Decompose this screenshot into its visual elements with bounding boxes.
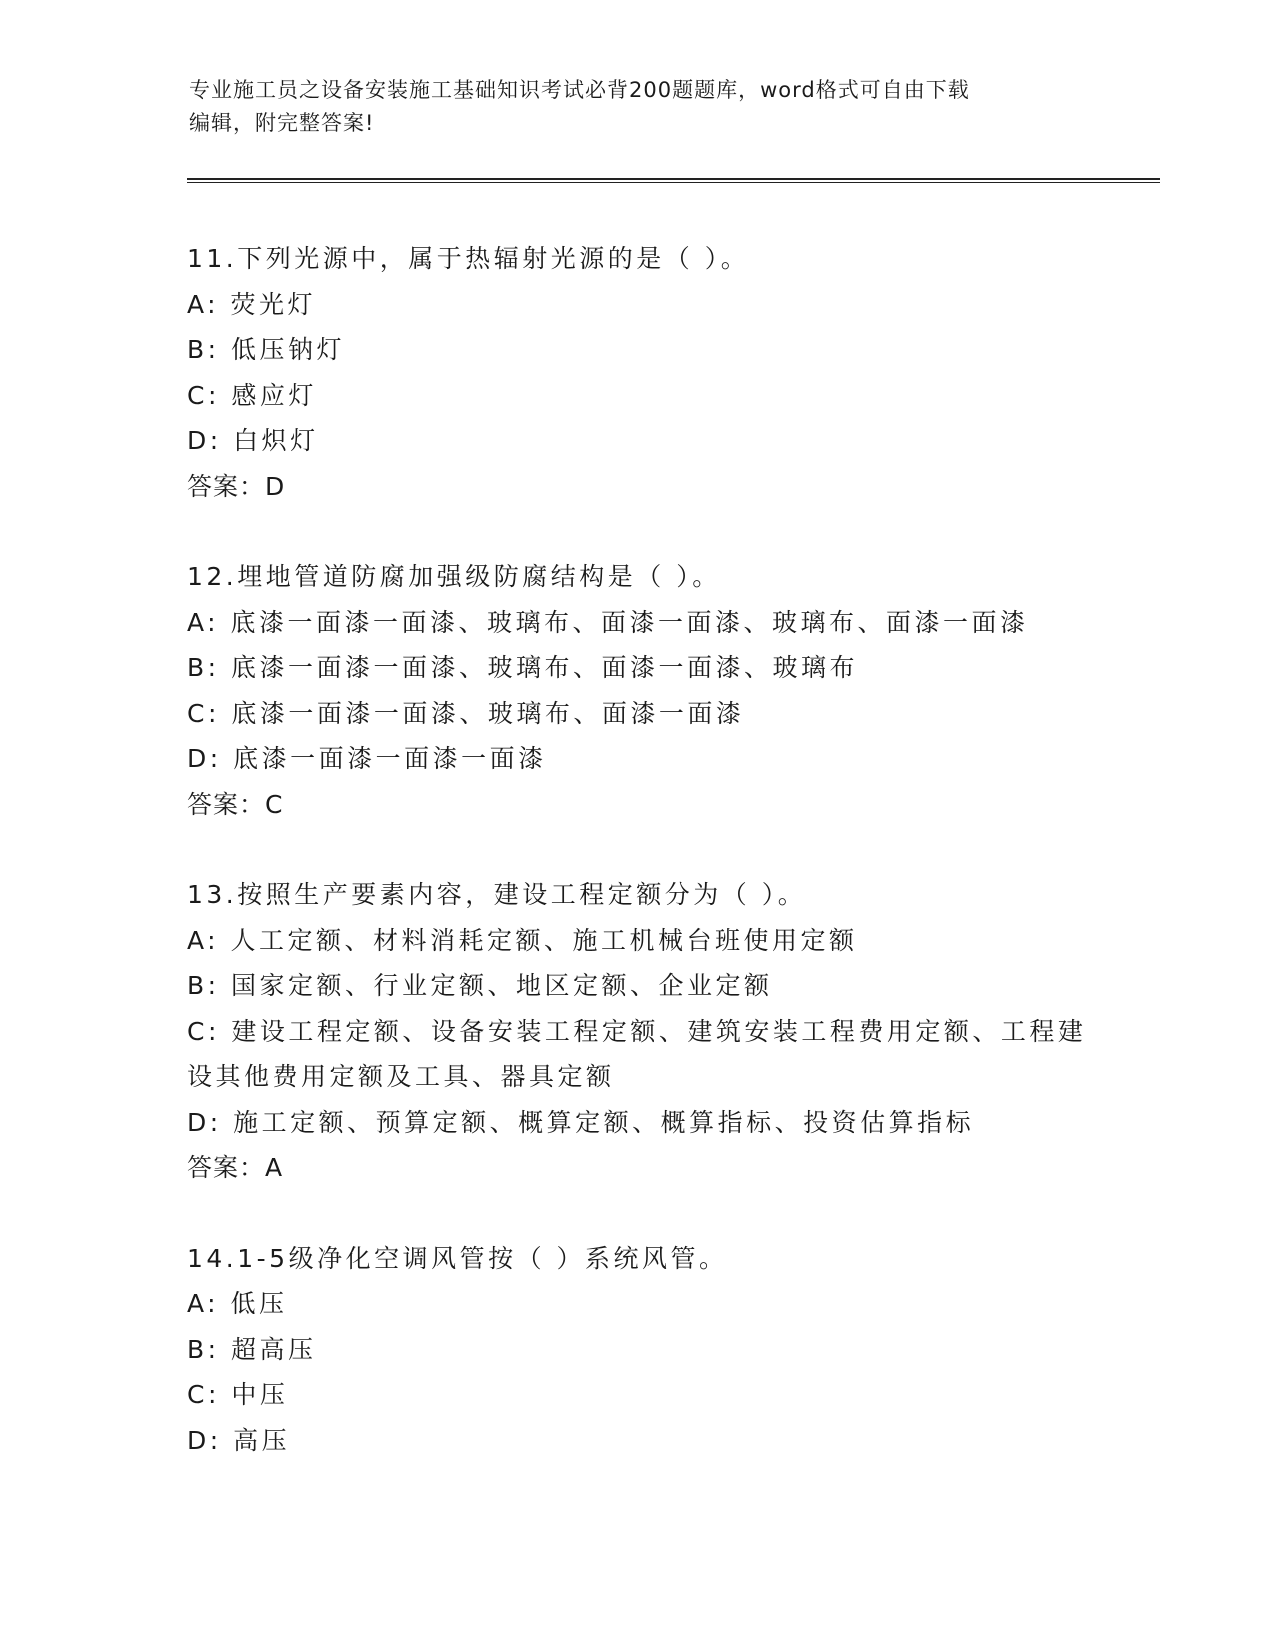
option-a: A: 人工定额、材料消耗定额、施工机械台班使用定额	[187, 925, 858, 955]
question-13	[187, 872, 1087, 1191]
option-c: C: 建设工程定额、设备安装工程定额、建筑安装工程费用定额、工程建设其他费用定额及工具、器具定额	[187, 1016, 1087, 1091]
header-title-line-1: 专业施工员之设备安装施工基础知识考试必背200题题库，word格式可自由下载	[189, 78, 970, 102]
answer-value: D	[265, 471, 286, 501]
answer-value: A	[265, 1153, 284, 1182]
answer-line	[187, 1145, 1087, 1191]
question-stem: 12.埋地管道防腐加强级防腐结构是（ ）。	[187, 562, 721, 591]
option-b: B: 超高压	[187, 1334, 317, 1364]
option-a: A: 低压	[187, 1289, 288, 1318]
answer-label: 答案：	[187, 789, 266, 819]
option-d: D: 白炽灯	[187, 426, 319, 455]
option-c: C: 中压	[187, 1380, 289, 1409]
header-title-line-2: 编辑，附完整答案!	[189, 111, 375, 135]
option-b: B: 低压钠灯	[187, 335, 346, 364]
answer-value: C	[265, 789, 284, 819]
option-a: A: 荧光灯	[187, 289, 317, 319]
answer-label: 答案：	[187, 1153, 266, 1182]
option-d: D: 施工定额、预算定额、概算定额、概算指标、投资估算指标	[187, 1107, 975, 1137]
document-header	[189, 74, 1089, 140]
answer-line	[187, 464, 1087, 510]
answer-label: 答案：	[187, 471, 266, 501]
question-12	[187, 554, 1087, 827]
option-d: D: 底漆一面漆一面漆一面漆	[187, 744, 547, 773]
header-divider	[187, 178, 1160, 183]
option-c: C: 感应灯	[187, 380, 317, 410]
question-stem: 11.下列光源中，属于热辐射光源的是（ ）。	[187, 244, 750, 273]
question-stem: 13.按照生产要素内容，建设工程定额分为（ ）。	[187, 880, 807, 909]
option-d: D: 高压	[187, 1425, 291, 1455]
option-c: C: 底漆一面漆一面漆、玻璃布、面漆一面漆	[187, 698, 745, 728]
option-a: A: 底漆一面漆一面漆、玻璃布、面漆一面漆、玻璃布、面漆一面漆	[187, 607, 1029, 637]
question-14	[187, 1236, 1087, 1464]
question-list	[187, 236, 1087, 1508]
answer-line	[187, 782, 1087, 828]
option-b: B: 底漆一面漆一面漆、玻璃布、面漆一面漆、玻璃布	[187, 653, 859, 682]
question-11	[187, 236, 1087, 509]
option-b: B: 国家定额、行业定额、地区定额、企业定额	[187, 971, 773, 1000]
question-stem: 14.1-5级净化空调风管按（ ）系统风管。	[187, 1243, 728, 1273]
